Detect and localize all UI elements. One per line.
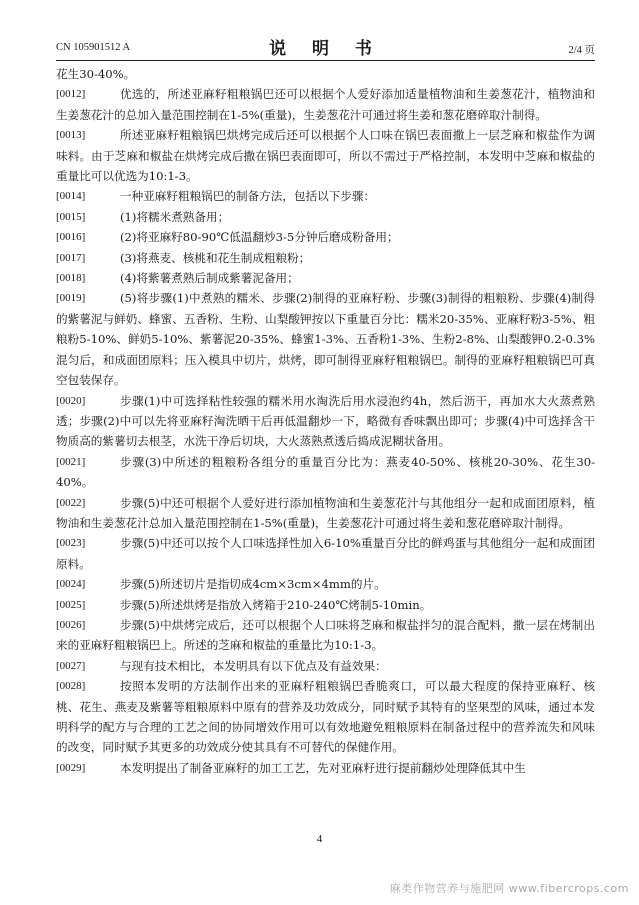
paragraph-text: 步骤(1)中可选择粘性较强的糯米用水淘洗后用水浸泡约4h，然后沥干，再加水大火蒸煮熟透；步骤(2)中可以先将亚麻籽淘洗晒干后再低温翻炒一下，略微有香味飘出即可；步骤(4)中可选择含干物质高的紫薯切去根茎，水洗干净后切块，大火蒸熟煮透后捣成泥糊状备用。 — [56, 393, 595, 449]
paragraph-text: 步骤(5)中还可以按个人口味选择性加入6-10%重量百分比的鲜鸡蛋与其他组分一起和成面团原料。 — [56, 536, 595, 571]
paragraph-text: 所述亚麻籽粗粮锅巴烘烤完成后还可以根据个人口味在锅巴表面撒上一层芝麻和椒盐作为调味料。由于芝麻和椒盐在烘烤完成后撒在锅巴表面即可，所以不需过于严格控制，本发明中芝麻和椒盐的重量比可以优选为10:1-3。 — [56, 128, 595, 184]
paragraph-0021 — [56, 452, 595, 493]
paragraph-0022 — [56, 493, 595, 534]
paragraph-number: [0016] — [56, 231, 86, 244]
paragraph-number: [0020] — [56, 394, 86, 407]
patent-number: CN 105901512 A — [56, 42, 131, 53]
paragraph-0029 — [56, 758, 595, 778]
document-body — [56, 64, 595, 778]
paragraph-text: (5)将步骤(1)中煮熟的糯米、步骤(2)制得的亚麻籽粉、步骤(3)制得的粗粮粉、步骤(4)制得的紫薯泥与鲜奶、蜂蜜、五香粉、生粉、山梨酸钾按以下重量百分比：糯米20-35%、亚麻籽粉3-5%、粗粮粉5-10%、鲜奶5-10%、紫薯泥20-35%、蜂蜜1-3%、五香粉1-3%、生粉2-8%、山梨酸钾0.2-0.3%混匀后，和成面团原料；压入模具中切片，烘烤，即可制得亚麻籽粗粮锅巴。制得的亚麻籽粗粮锅巴可真空包装保存。 — [56, 291, 595, 388]
paragraph-0012 — [56, 84, 595, 125]
watermark: 麻类作物营养与施肥网 www.fibercrops.com — [389, 882, 629, 895]
paragraph-text: (4)将紫薯煮熟后制成紫薯泥备用； — [120, 271, 299, 286]
paragraph-0015 — [56, 207, 595, 227]
paragraph-0026 — [56, 615, 595, 656]
paragraph-text: (1)将糯米煮熟备用； — [120, 209, 230, 224]
paragraph-text: 按照本发明的方法制作出来的亚麻籽粗粮锅巴香脆爽口，可以最大程度的保持亚麻籽、核桃、花生、燕麦及紫薯等粗粮原料中原有的营养及功效成分，同时赋予其特有的坚果型的风味，通过本发明科学的配方与合理的工艺之间的协同增效作用可以有效地避免粗粮原料在制备过程中的营养流失和风味的改变，同时赋予其更多的功效成分使其具有不可替代的保健作用。 — [56, 679, 595, 755]
paragraph-0019 — [56, 288, 595, 390]
page-indicator: 2/4 页 — [568, 45, 595, 56]
paragraph-number: [0014] — [56, 190, 86, 203]
paragraph-number: [0022] — [56, 496, 86, 509]
paragraph-text: 优选的，所述亚麻籽粗粮锅巴还可以根据个人爱好添加适量植物油和生姜葱花汁，植物油和生姜葱花汁的总加入量范围控制在1-5%(重量)，生姜葱花汁可通过将生姜和葱花磨碎取汁制得。 — [56, 87, 595, 122]
paragraph-0017 — [56, 248, 595, 268]
paragraph-text: 步骤(5)所述切片是指切成4cm×3cm×4mm的片。 — [120, 577, 386, 592]
paragraph-text: (2)将亚麻籽80-90℃低温翻炒3-5分钟后磨成粉备用； — [120, 230, 399, 245]
paragraph-text: 与现有技术相比，本发明具有以下优点及有益效果： — [120, 658, 387, 673]
paragraph-number: [0027] — [56, 659, 86, 672]
paragraph-number: [0015] — [56, 210, 86, 223]
paragraph-number: [0026] — [56, 618, 86, 631]
paragraph-number: [0018] — [56, 272, 86, 285]
paragraph-number: [0025] — [56, 598, 86, 611]
paragraph-0016 — [56, 227, 595, 247]
paragraph-text: 步骤(5)中烘烤完成后，还可以根据个人口味将芝麻和椒盐拌匀的混合配料，撒一层在烤制出来的亚麻籽粗粮锅巴上。所述的芝麻和椒盐的重量比为10:1-3。 — [56, 617, 595, 653]
page-number: 4 — [316, 833, 323, 845]
paragraph-text: 本发明提出了制备亚麻籽的加工工艺，先对亚麻籽进行提前翻炒处理降低其中生 — [120, 760, 526, 775]
paragraph-0023 — [56, 533, 595, 574]
paragraph-0013 — [56, 125, 595, 186]
paragraph-number: [0019] — [56, 292, 86, 305]
paragraph-number: [0029] — [56, 761, 86, 774]
lead-line: 花生30-40%。 — [56, 67, 136, 81]
paragraph-number: [0017] — [56, 251, 86, 264]
paragraph-0027 — [56, 656, 595, 676]
document-title: 说 明 书 — [269, 39, 382, 59]
paragraph-0014 — [56, 186, 595, 206]
paragraph-text: 步骤(5)中还可根据个人爱好进行添加植物油和生姜葱花汁与其他组分一起和成面团原料，植物油和生姜葱花汁总加入量范围控制在1-5%(重量)，生姜葱花汁可通过将生姜和葱花磨碎取汁制得。 — [56, 495, 595, 530]
paragraph-text: 步骤(5)所述烘烤是指放入烤箱于210-240℃烤制5-10min。 — [120, 597, 432, 612]
paragraph-text: 步骤(3)中所述的粗粮粉各组分的重量百分比为：燕麦40-50%、核桃20-30%、花生30-40%。 — [56, 454, 595, 490]
paragraph-number: [0023] — [56, 537, 86, 550]
paragraph-text: 一种亚麻籽粗粮锅巴的制备方法，包括以下步骤： — [120, 189, 376, 204]
paragraph-0024 — [56, 574, 595, 594]
paragraph-0018 — [56, 268, 595, 288]
paragraph-0020 — [56, 391, 595, 452]
paragraph-number: [0013] — [56, 129, 86, 142]
paragraph-number: [0012] — [56, 88, 86, 101]
paragraph-0025 — [56, 595, 595, 615]
paragraph-text: (3)将燕麦、核桃和花生制成粗粮粉； — [120, 250, 311, 265]
paragraph-0028 — [56, 676, 595, 758]
paragraph-number: [0028] — [56, 680, 86, 693]
paragraph-number: [0021] — [56, 455, 86, 468]
page-header — [56, 34, 595, 61]
paragraph-number: [0024] — [56, 578, 86, 591]
